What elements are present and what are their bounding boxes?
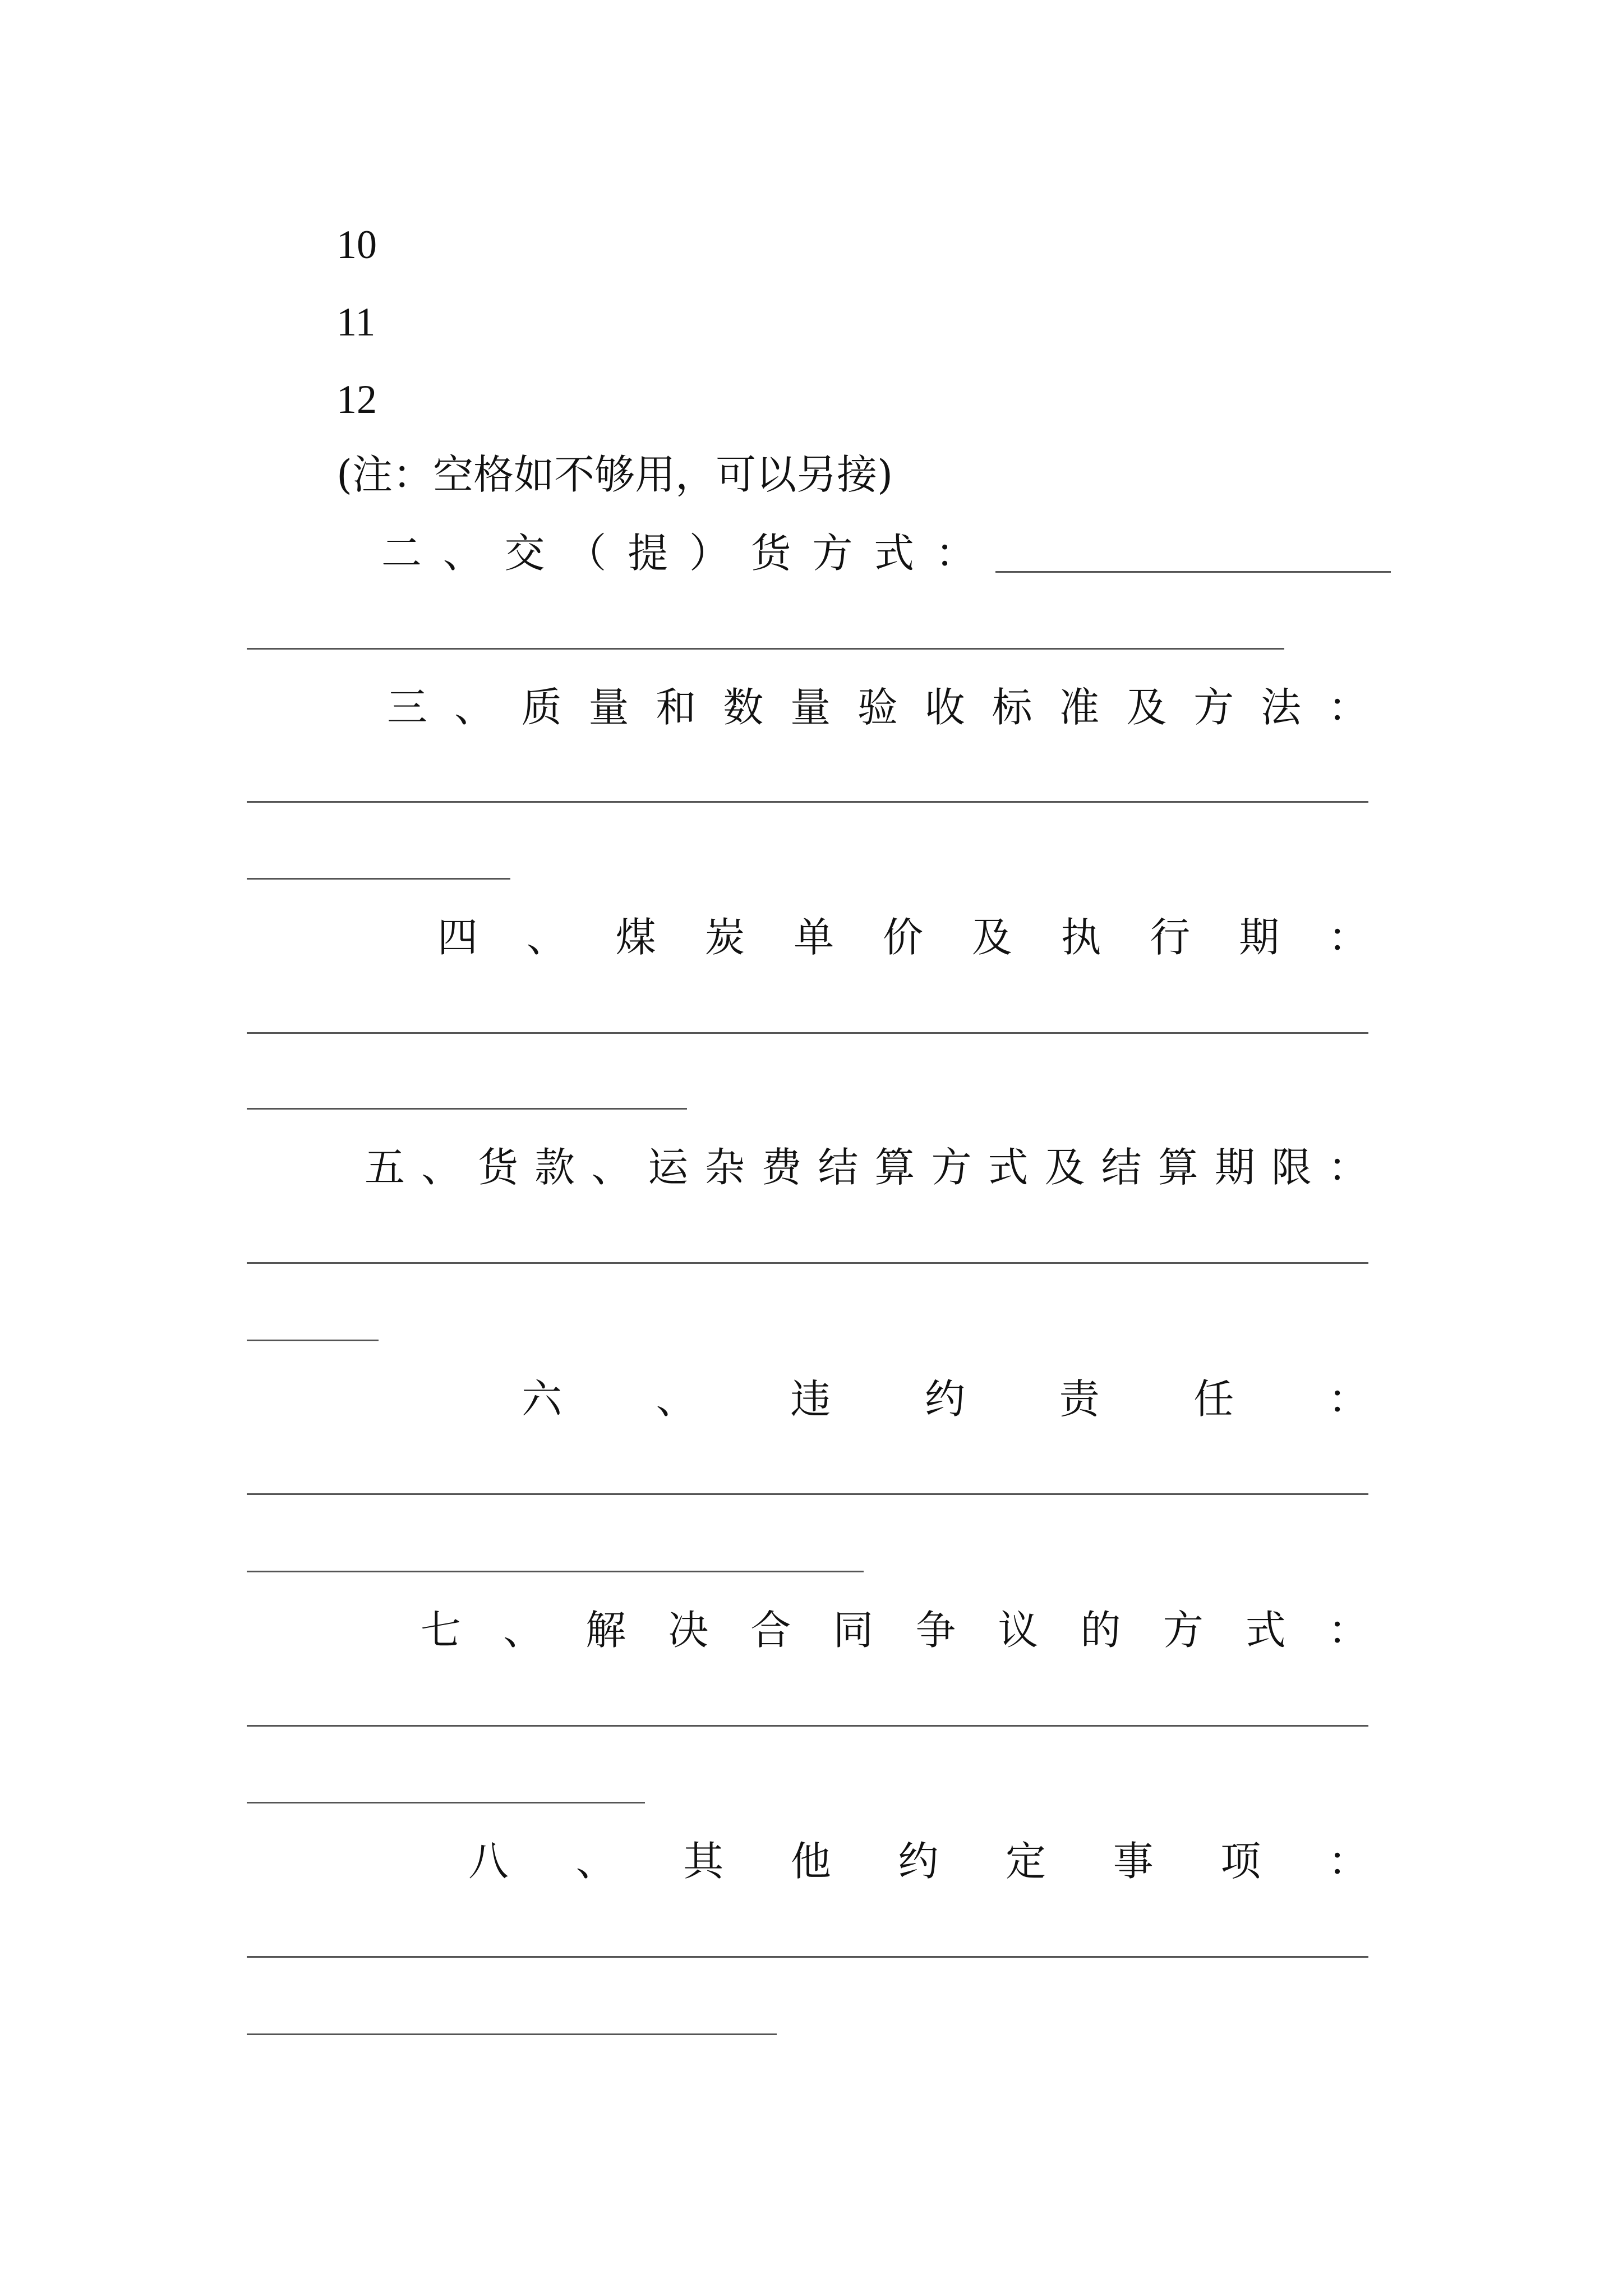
fill-line <box>995 571 1391 573</box>
fill-line <box>247 2033 777 2035</box>
fill-line <box>247 801 1368 803</box>
fill-line <box>247 1493 1368 1495</box>
fill-line <box>247 648 1284 650</box>
blank-note: (注：空格如不够用，可以另接) <box>336 451 893 498</box>
list-number-11: 11 <box>336 300 376 344</box>
section-heading-two: 二 、 交 （ 提 ） 货 方 式 ： <box>381 530 976 577</box>
section-heading-three: 三 、 质 量 和 数 量 验 收 标 准 及 方 法 ： <box>387 684 1368 731</box>
list-number-12: 12 <box>336 377 377 422</box>
fill-line <box>247 1262 1368 1264</box>
section-heading-eight: 八 、 其 他 约 定 事 项 ： <box>468 1838 1368 1885</box>
section-heading-six: 六 、 违 约 责 任 ： <box>522 1375 1368 1423</box>
section-heading-seven: 七 、 解 决 合 同 争 议 的 方 式 ： <box>421 1607 1368 1654</box>
fill-line <box>247 1956 1368 1958</box>
fill-line <box>247 1725 1368 1727</box>
fill-line <box>247 1032 1368 1034</box>
section-heading-four: 四 、 煤 炭 单 价 及 执 行 期 ： <box>437 914 1368 961</box>
fill-line <box>247 1571 864 1572</box>
fill-line <box>247 878 510 880</box>
fill-line <box>247 1802 645 1803</box>
section-heading-five: 五 、 货 款 、 运 杂 费 结 算 方 式 及 结 算 期 限 ： <box>365 1144 1368 1191</box>
fill-line <box>247 1340 379 1341</box>
list-number-10: 10 <box>336 222 377 267</box>
fill-line <box>247 1108 687 1110</box>
